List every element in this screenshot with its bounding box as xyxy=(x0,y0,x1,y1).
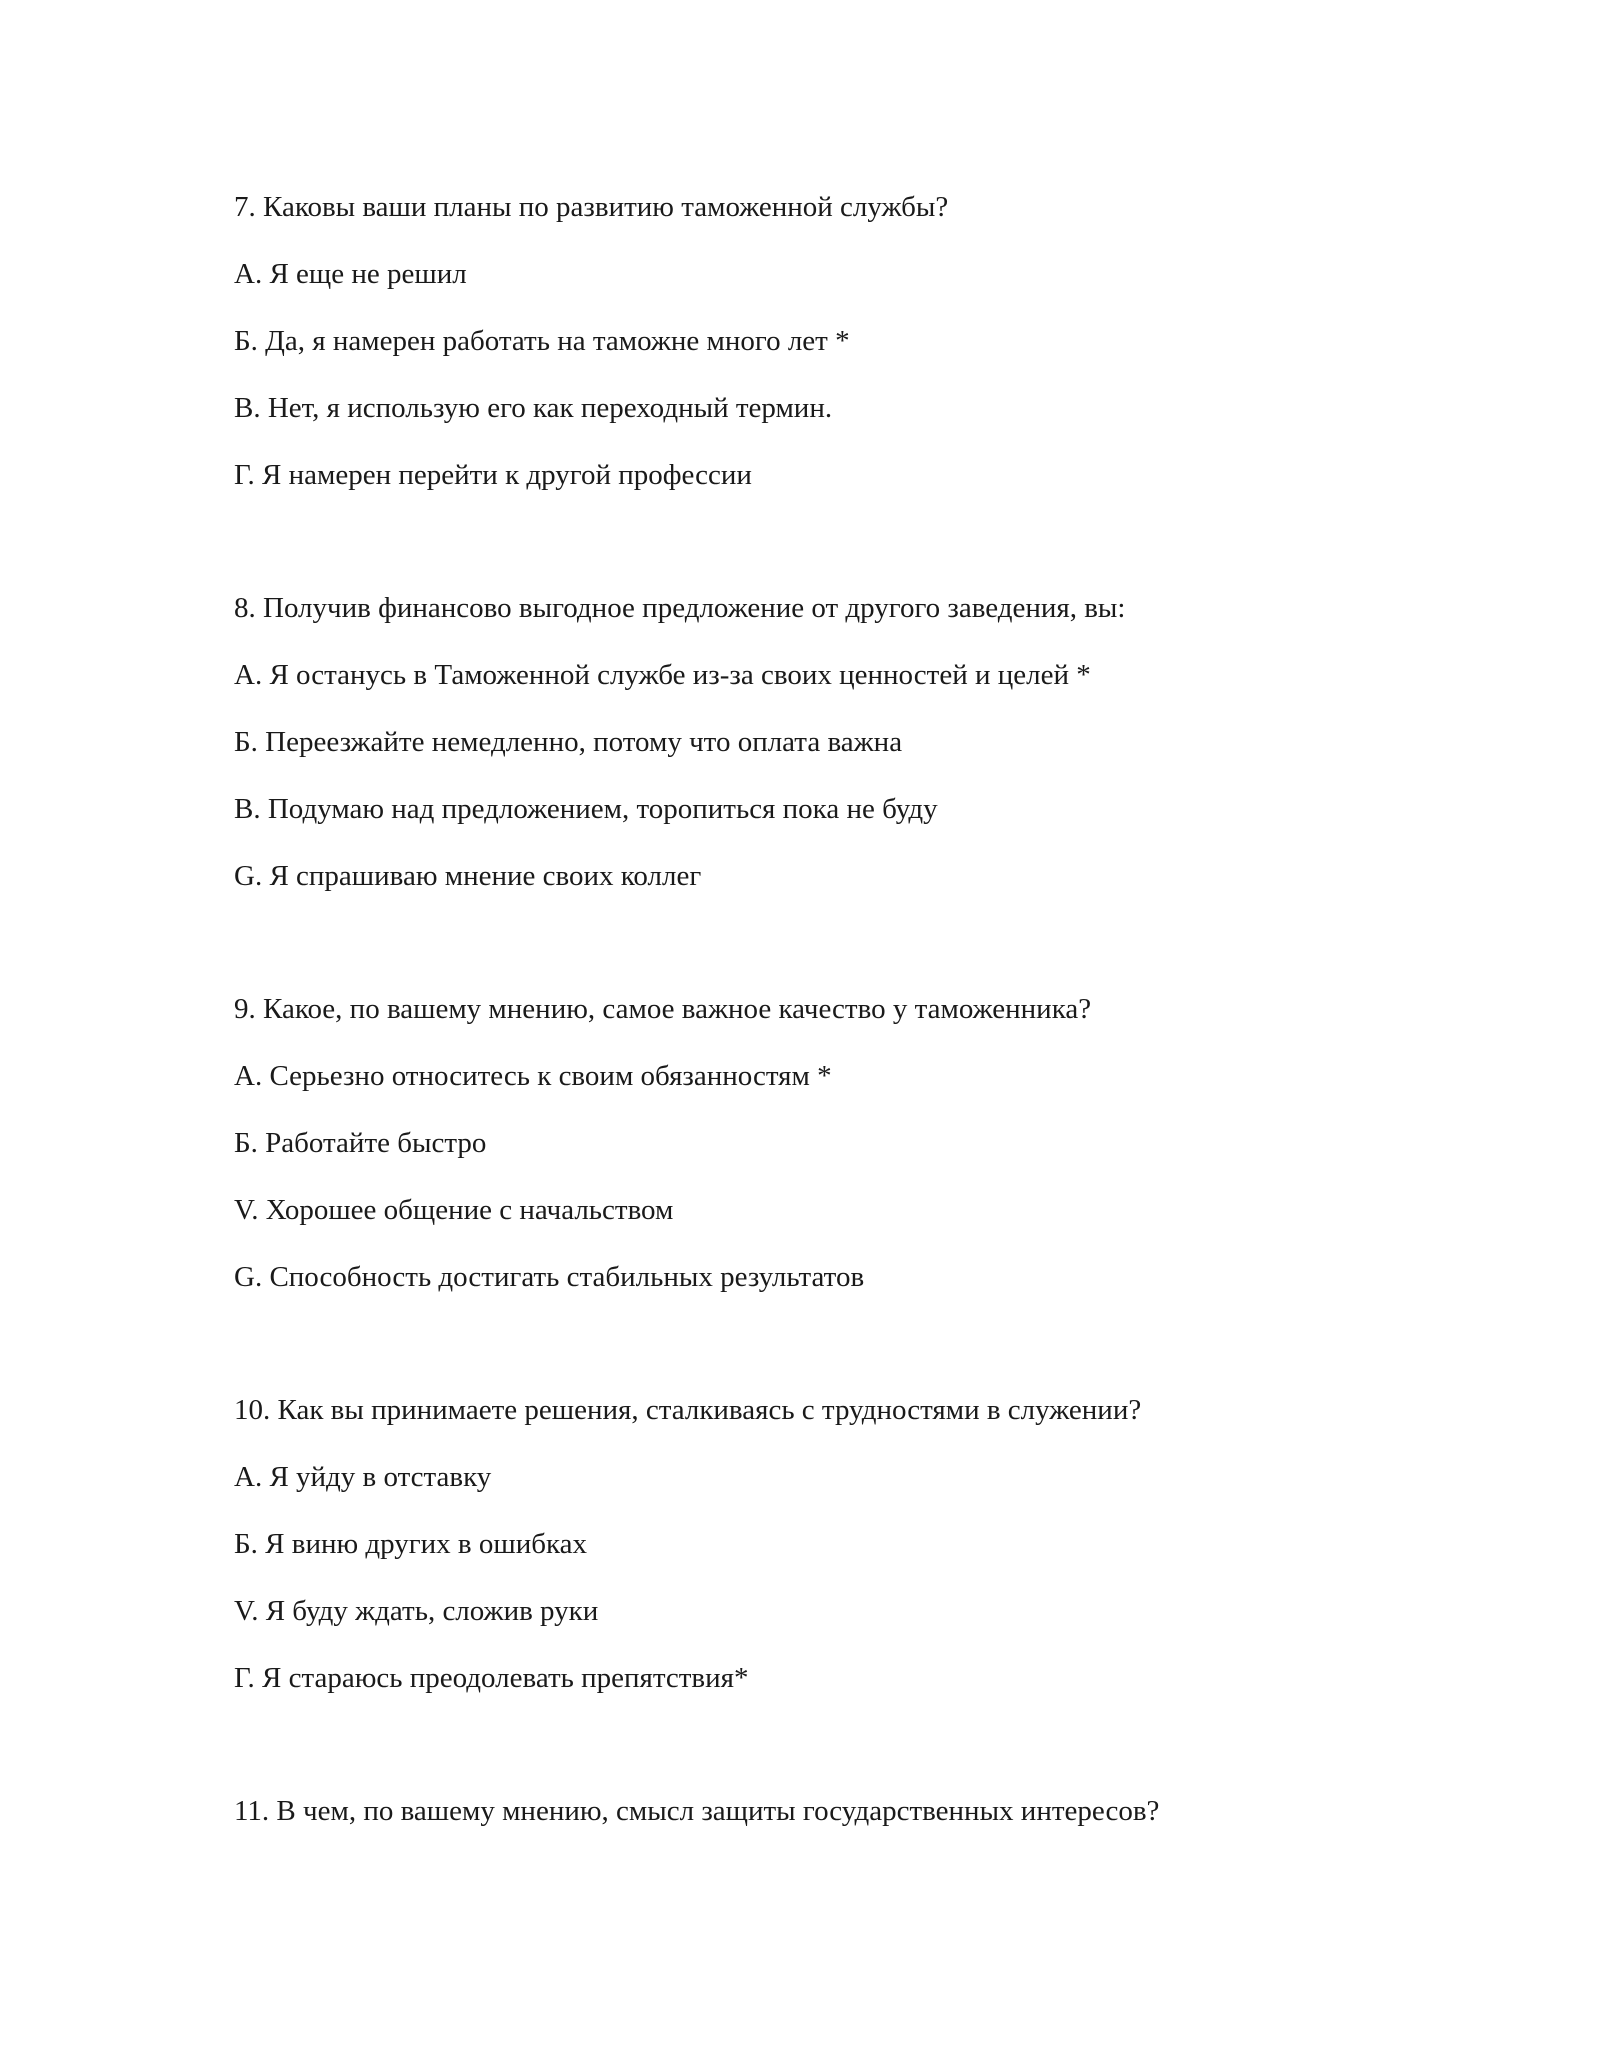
question-8 xyxy=(234,591,1434,926)
answer-option: А. Я останусь в Таможенной службе из-за своих ценностей и целей * xyxy=(234,659,1091,691)
question-9 xyxy=(234,992,1434,1327)
question-11 xyxy=(234,1794,1434,1861)
question-text: 10. Как вы принимаете решения, сталкиваясь с трудностями в служении? xyxy=(234,1394,1142,1426)
answer-option: V. Хорошее общение с начальством xyxy=(234,1194,674,1226)
answer-option: G. Способность достигать стабильных результатов xyxy=(234,1261,865,1293)
answer-option: В. Нет, я использую его как переходный термин. xyxy=(234,392,833,424)
answer-option: Г. Я стараюсь преодолевать препятствия* xyxy=(234,1662,749,1694)
answer-option: Б. Работайте быстро xyxy=(234,1127,487,1159)
answer-option: G. Я спрашиваю мнение своих коллег xyxy=(234,860,702,892)
answer-option: Б. Да, я намерен работать на таможне много лет * xyxy=(234,325,850,357)
question-text: 8. Получив финансово выгодное предложение от другого заведения, вы: xyxy=(234,592,1126,624)
question-text: 11. В чем, по вашему мнению, смысл защиты государственных интересов? xyxy=(234,1795,1160,1827)
answer-option: Г. Я намерен перейти к другой профессии xyxy=(234,459,752,491)
answer-option: Б. Я виню других в ошибках xyxy=(234,1528,587,1560)
answer-option: А. Я еще не решил xyxy=(234,258,467,290)
question-10 xyxy=(234,1393,1434,1728)
answer-option: В. Подумаю над предложением, торопиться пока не буду xyxy=(234,793,938,825)
answer-option: А. Серьезно относитесь к своим обязанностям * xyxy=(234,1060,832,1092)
question-text: 9. Какое, по вашему мнению, самое важное качество у таможенника? xyxy=(234,993,1092,1025)
question-7 xyxy=(234,190,1434,525)
answer-option: А. Я уйду в отставку xyxy=(234,1461,492,1493)
answer-option: Б. Переезжайте немедленно, потому что оплата важна xyxy=(234,726,903,758)
answer-option: V. Я буду ждать, сложив руки xyxy=(234,1595,599,1627)
question-text: 7. Каковы ваши планы по развитию таможенной службы? xyxy=(234,191,949,223)
